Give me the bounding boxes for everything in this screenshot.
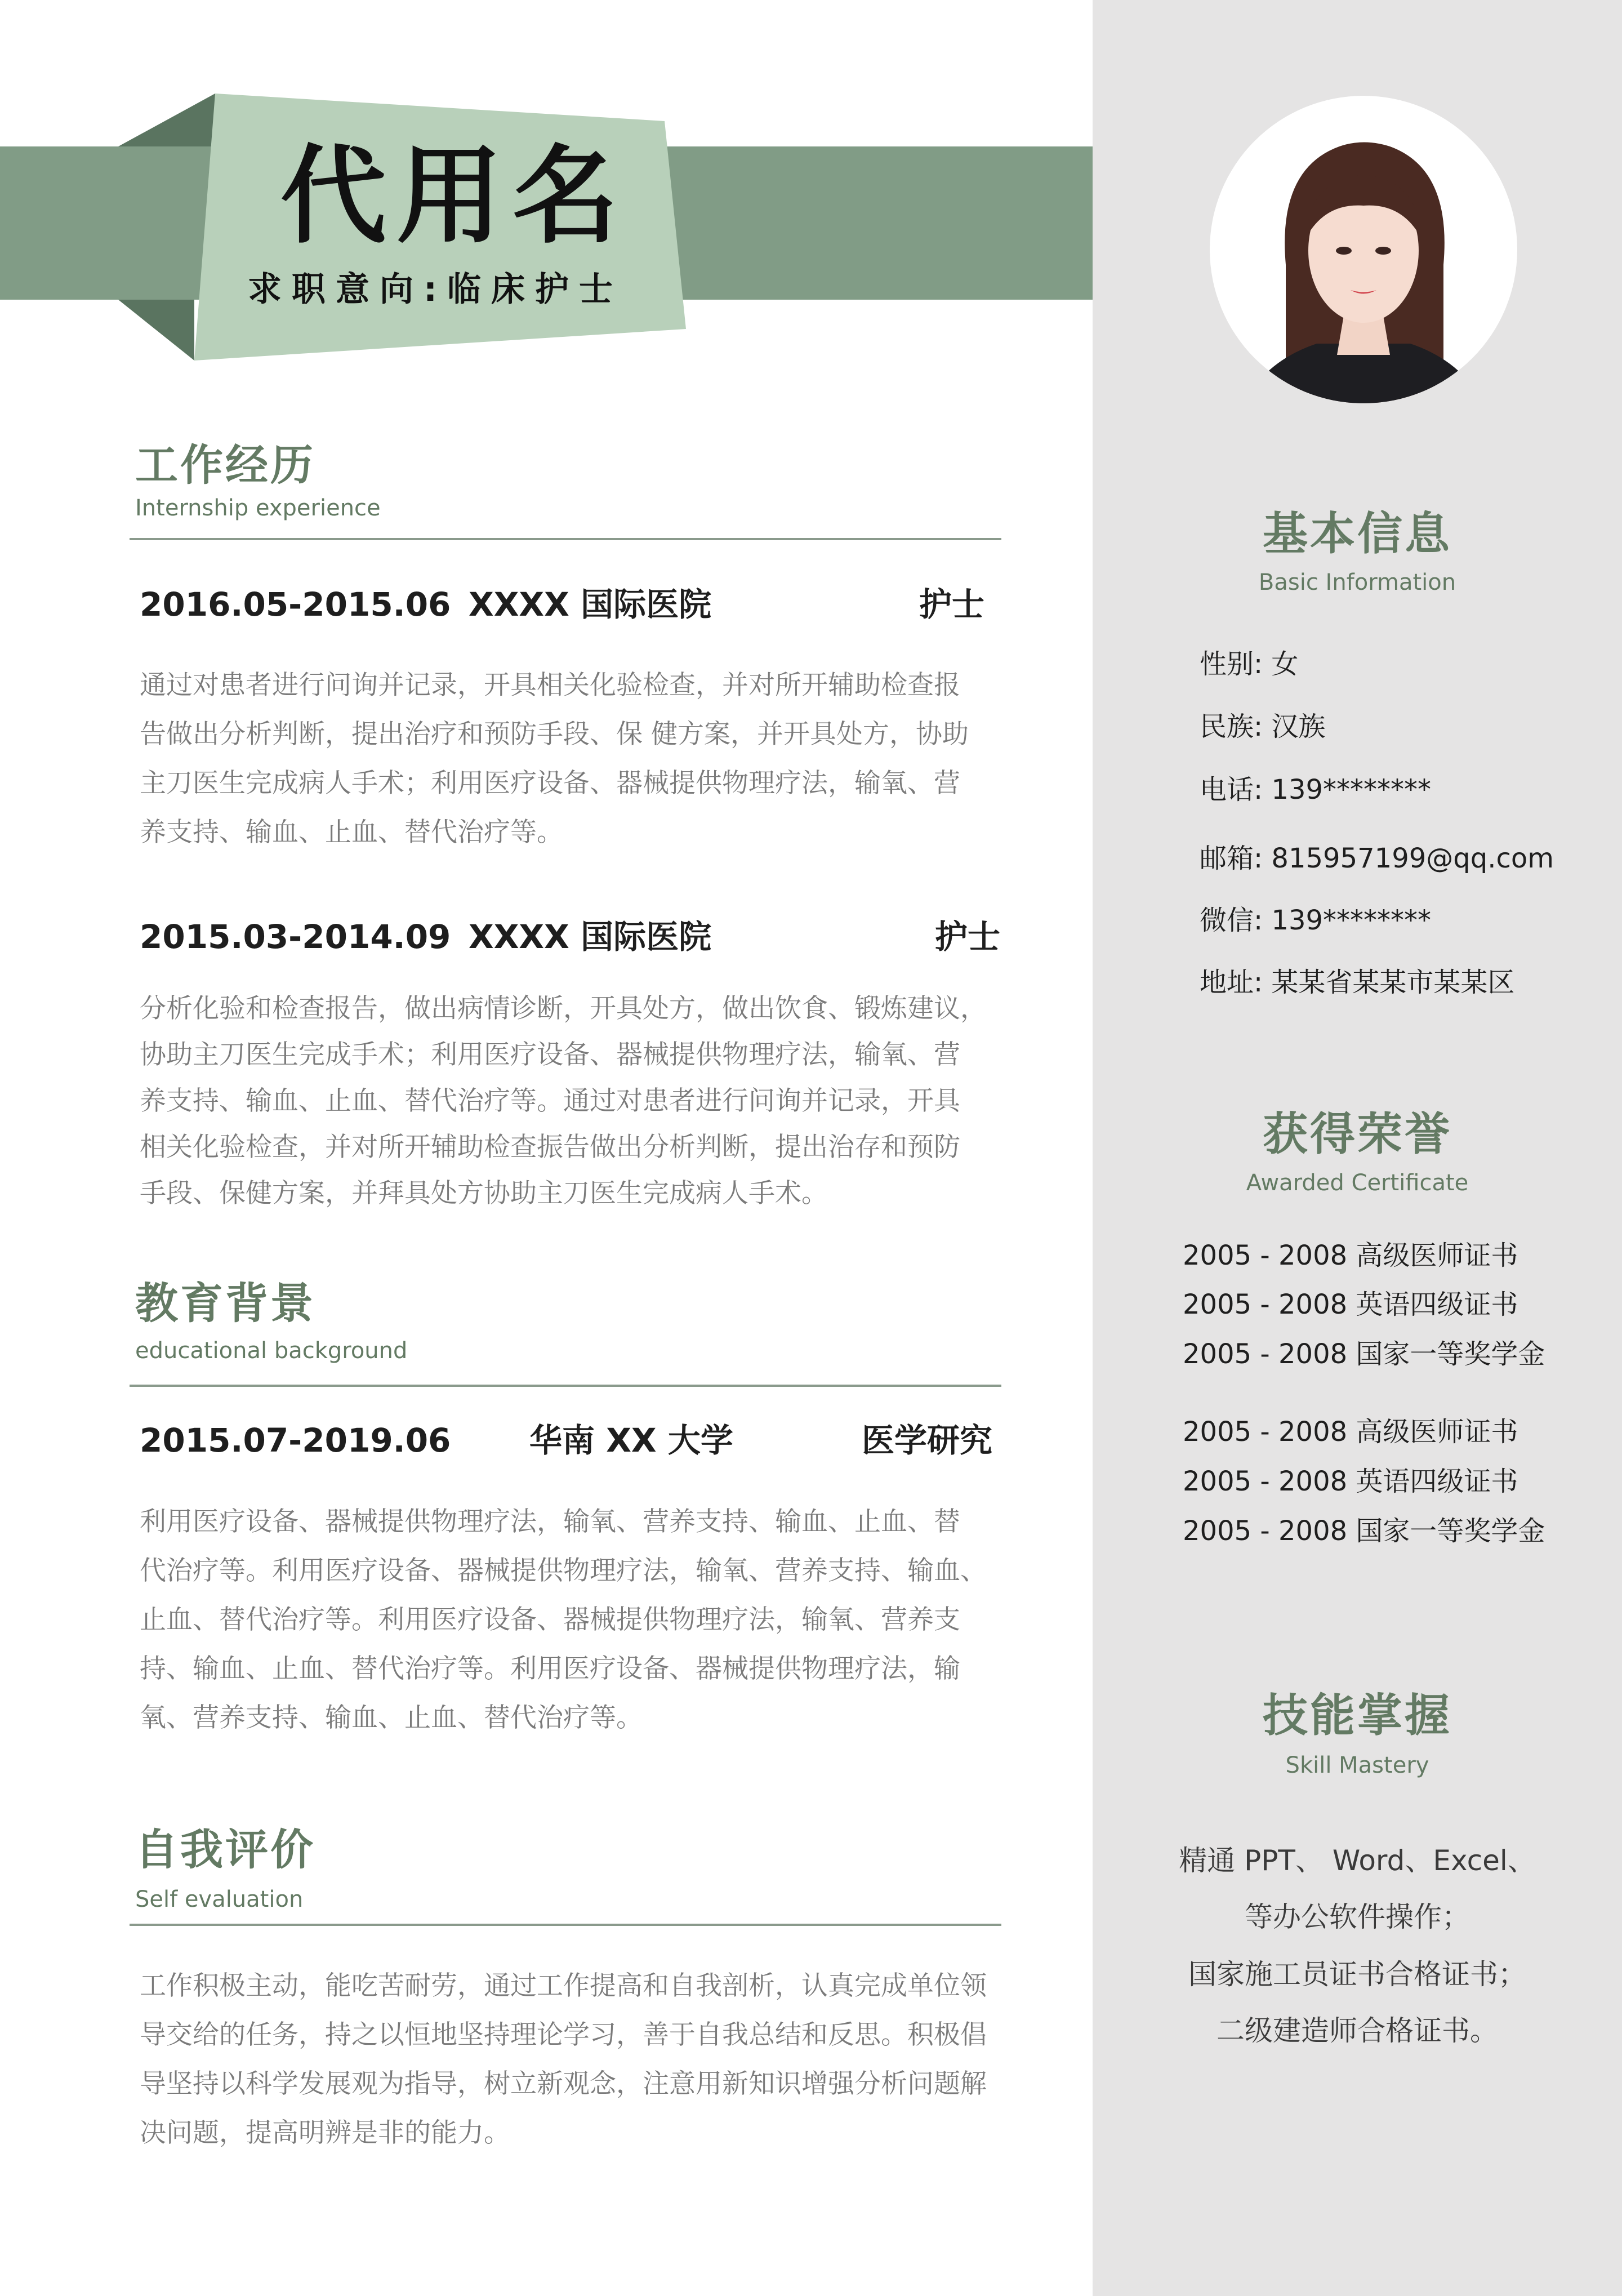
skill-line: 等办公软件操作； [1245,1901,1470,1933]
work-1-role: 护士 [919,585,985,624]
section-divider [130,538,1001,540]
paragraph-line: 决问题，提高明辨是非的能力。 [140,2117,510,2148]
education-section-title: 教育背景 [135,1278,315,1328]
paragraph-line: 通过对患者进行问询并记录，开具相关化验检查，并对所开辅助检查报 [140,670,960,701]
work-1-date: 2016.05-2015.06 [140,585,451,624]
work-section-title: 工作经历 [135,440,315,490]
paragraph-line: 手段、保健方案，并拜具处方协助主刀医生完成病人手术。 [140,1178,828,1209]
section-divider [130,1385,1001,1387]
award-item: 2005 - 2008 国家一等奖学金 [1183,1338,1545,1370]
award-item: 2005 - 2008 国家一等奖学金 [1183,1515,1545,1547]
education-description [140,1497,987,1742]
awards-subtitle: Awarded Certificate [1246,1170,1469,1196]
paragraph-line: 导交给的任务，持之以恒地坚持理论学习，善于自我总结和反思。积极倡 [140,2019,987,2050]
education-major: 医学研究 [862,1421,993,1460]
work-2-role: 护士 [935,918,1001,956]
info-wechat: 微信: 139******** [1200,905,1432,936]
paragraph-line: 工作积极主动，能吃苦耐劳，通过工作提高和自我剖析，认真完成单位领 [140,1970,987,2001]
job-intent: 求职意向:临床护士 [248,270,623,309]
work-2-org: XXXX 国际医院 [469,918,712,956]
info-address: 地址: 某某省某某市某某区 [1200,967,1515,998]
paragraph-line: 氧、营养支持、输血、止血、替代治疗等。 [140,1702,643,1733]
work-2-date: 2015.03-2014.09 [140,918,451,956]
info-ethnicity: 民族: 汉族 [1200,711,1326,742]
education-date: 2015.07-2019.06 [140,1421,451,1460]
award-item: 2005 - 2008 英语四级证书 [1183,1466,1518,1497]
paragraph-line: 导坚持以科学发展观为指导，树立新观念，注意用新知识增强分析问题解 [140,2068,987,2099]
award-item: 2005 - 2008 高级医师证书 [1183,1240,1518,1271]
self-eval-text [140,1961,987,2157]
work-section-subtitle: Internship experience [135,495,381,521]
work-2-description [140,986,987,1217]
candidate-name: 代用名 [280,135,629,258]
portrait-photo [1210,96,1517,403]
paragraph-line: 协助主刀医生完成手术；利用医疗设备、器械提供物理疗法，输氧、营 [140,1039,960,1070]
skill-line: 国家施工员证书合格证书； [1188,1958,1526,1991]
self-eval-section-subtitle: Self evaluation [135,1886,304,1912]
info-phone: 电话: 139******** [1200,774,1432,806]
paragraph-line: 止血、替代治疗等。利用医疗设备、器械提供物理疗法，输氧、营养支 [140,1604,960,1635]
awards-title: 获得荣誉 [1263,1108,1452,1160]
paragraph-line: 代治疗等。利用医疗设备、器械提供物理疗法，输氧、营养支持、输血、 [140,1555,987,1586]
paragraph-line: 分析化验和检查报告，做出病情诊断，开具处方，做出饮食、锻炼建议， [140,993,987,1024]
paragraph-line: 相关化验检查，并对所开辅助检查振告做出分析判断，提出治存和预防 [140,1132,960,1163]
paragraph-line: 告做出分析判断，提出治疗和预防手段、保 健方案，并开具处方，协助 [140,719,969,750]
paragraph-line: 利用医疗设备、器械提供物理疗法，输氧、营养支持、输血、止血、替 [140,1506,960,1537]
award-item: 2005 - 2008 高级医师证书 [1183,1416,1518,1448]
work-1-description [140,661,969,857]
skill-line: 精通 PPT、 Word、Excel、 [1179,1844,1536,1877]
skills-title: 技能掌握 [1263,1689,1452,1742]
self-eval-section-title: 自我评价 [135,1825,315,1875]
basic-info-title: 基本信息 [1263,508,1452,560]
education-section-subtitle: educational background [135,1338,408,1364]
skills-subtitle: Skill Mastery [1285,1752,1429,1778]
education-school: 华南 XX 大学 [529,1421,733,1460]
work-1-org: XXXX 国际医院 [469,585,712,624]
paragraph-line: 持、输血、止血、替代治疗等。利用医疗设备、器械提供物理疗法，输 [140,1653,960,1684]
paragraph-line: 养支持、输血、止血、替代治疗等。通过对患者进行问询并记录，开具 [140,1085,960,1116]
basic-info-subtitle: Basic Information [1258,569,1456,595]
skill-line: 二级建造师合格证书。 [1216,2014,1498,2047]
section-divider [130,1924,1001,1926]
paragraph-line: 养支持、输血、止血、替代治疗等。 [140,817,563,848]
award-item: 2005 - 2008 英语四级证书 [1183,1289,1518,1320]
info-gender: 性别: 女 [1200,648,1299,680]
info-email: 邮箱: 815957199@qq.com [1200,843,1554,874]
paragraph-line: 主刀医生完成病人手术；利用医疗设备、器械提供物理疗法，输氧、营 [140,768,960,799]
